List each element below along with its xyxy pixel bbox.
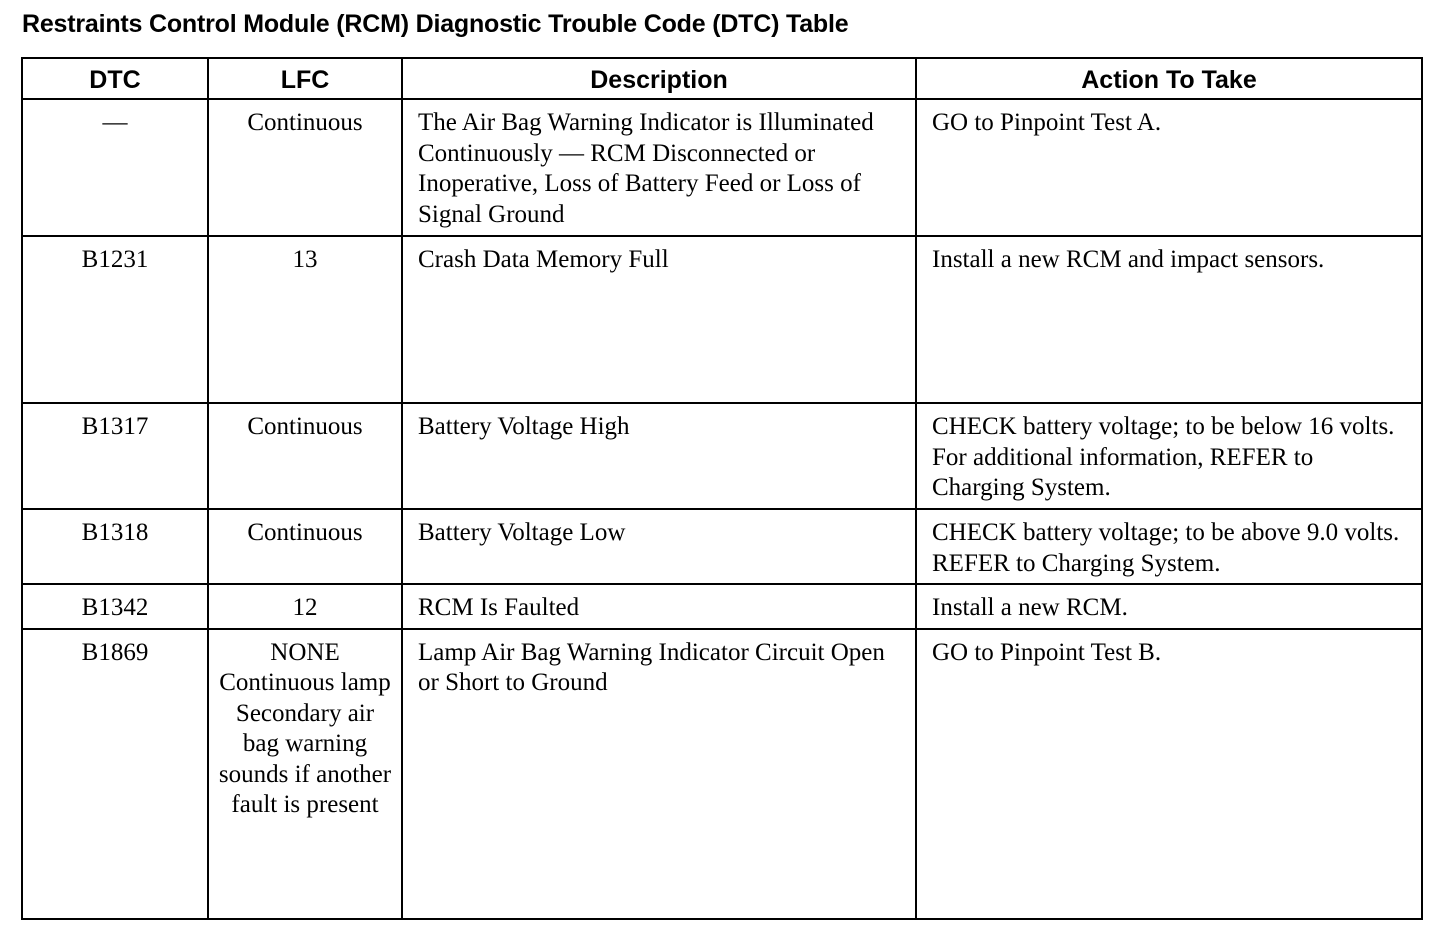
cell-lfc: 12	[208, 584, 402, 629]
header-lfc: LFC	[208, 58, 402, 99]
cell-description: Lamp Air Bag Warning Indicator Circuit Open or Short to Ground	[402, 629, 916, 919]
table-row	[22, 236, 1422, 403]
cell-lfc: Continuous	[208, 509, 402, 584]
header-action: Action To Take	[916, 58, 1422, 99]
cell-action: Install a new RCM and impact sensors.	[916, 236, 1422, 403]
cell-dtc: B1317	[22, 403, 208, 509]
table-row	[22, 509, 1422, 584]
table-row	[22, 403, 1422, 509]
cell-action: CHECK battery voltage; to be below 16 volts. For additional information, REFER to Charging System.	[916, 403, 1422, 509]
page-title: Restraints Control Module (RCM) Diagnostic Trouble Code (DTC) Table	[22, 10, 849, 38]
cell-action: GO to Pinpoint Test A.	[916, 99, 1422, 236]
table-row	[22, 99, 1422, 236]
header-dtc: DTC	[22, 58, 208, 99]
table-row	[22, 584, 1422, 629]
cell-description: Battery Voltage Low	[402, 509, 916, 584]
cell-lfc: 13	[208, 236, 402, 403]
cell-action: GO to Pinpoint Test B.	[916, 629, 1422, 919]
dtc-table	[21, 57, 1423, 920]
cell-description: RCM Is Faulted	[402, 584, 916, 629]
cell-action: CHECK battery voltage; to be above 9.0 volts. REFER to Charging System.	[916, 509, 1422, 584]
cell-lfc: Continuous	[208, 99, 402, 236]
table-row	[22, 629, 1422, 919]
cell-dtc: —	[22, 99, 208, 236]
cell-dtc: B1231	[22, 236, 208, 403]
cell-lfc: NONE Continuous lamp Secondary air bag warning sounds if another fault is present	[208, 629, 402, 919]
cell-dtc: B1342	[22, 584, 208, 629]
cell-description: Crash Data Memory Full	[402, 236, 916, 403]
header-description: Description	[402, 58, 916, 99]
cell-dtc: B1869	[22, 629, 208, 919]
cell-action: Install a new RCM.	[916, 584, 1422, 629]
cell-description: Battery Voltage High	[402, 403, 916, 509]
cell-description: The Air Bag Warning Indicator is Illuminated Continuously — RCM Disconnected or Inoperative, Loss of Battery Feed or Loss of Signal Ground	[402, 99, 916, 236]
table-header-row	[22, 58, 1422, 99]
cell-dtc: B1318	[22, 509, 208, 584]
cell-lfc: Continuous	[208, 403, 402, 509]
